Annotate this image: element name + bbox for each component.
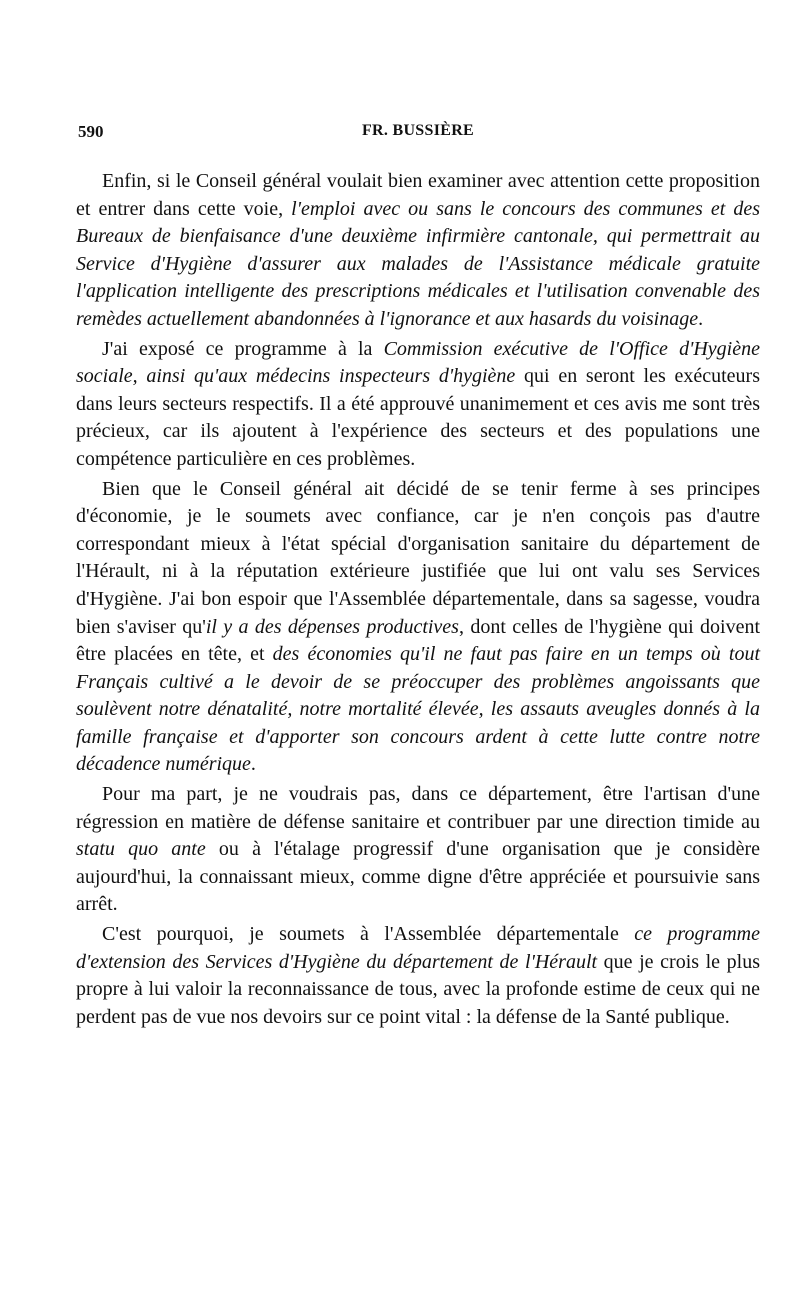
text-run: ou à l'étalage progressif d'une organisation que je considère aujourd'hui, la connaissant mieux, comme digne d'être appréciée et poursuivie sans arrêt.: [76, 838, 760, 916]
text-run: C'est pourquoi, je soumets à l'Assemblée départementale: [102, 923, 635, 946]
text-run: que je crois le plus propre à lui valoir la reconnaissance de tous, avec la profonde estime de ceux qui ne perdent pas de vue nos devoirs sur ce point vital : la défense de la Santé publique.: [76, 950, 760, 1028]
italic-text: l'emploi avec ou sans le concours des communes et des Bureaux de bienfaisance d'une deuxième infirmière cantonale, qui permettrait au Service d'Hygiène d'assurer aux malades de l'Assistance médicale gratuite l'application intelligente des prescriptions médicales et l'utilisation convenable des remèdes actuellement abandonnées à l'ignorance et aux hasards du voisinage: [76, 197, 760, 330]
text-run: .: [250, 753, 256, 776]
text-run: Pour ma part, je ne voudrais pas, dans ce département, être l'artisan d'une régression en matière de défense sanitaire et contribuer par une direction timide au: [76, 783, 760, 833]
body-text: [76, 168, 760, 1033]
page-header: [78, 122, 758, 146]
page-number: 590: [78, 122, 104, 141]
italic-text: il y a des dépenses productives: [205, 615, 459, 638]
paragraph: [76, 168, 760, 334]
running-head: FR. BUSSIÈRE: [361, 122, 475, 139]
text-run: , dont celles de l'hygiène qui doivent être placées en tête, et: [76, 615, 760, 666]
italic-text: des économies qu'il ne faut pas faire en un temps où tout Français cultivé a le devoir de se préoccuper des problèmes angoissants que soulèvent notre dénatalité, notre mortalité élevée, les assauts aveugles donnés à la famille française et d'apporter son concours ardent à cette lutte contre notre décadence numérique: [76, 643, 761, 776]
italic-text: statu quo ante: [76, 838, 206, 861]
text-run: qui en seront les exécuteurs dans leurs secteurs respectifs. Il a été approuvé unanimement et ces avis me sont très précieux, car ils ajoutent à l'expérience des secteurs et des populations une compétence particulière en ces problèmes.: [76, 365, 760, 470]
italic-text: ce programme d'extension des Services d'Hygiène du département de l'Hérault: [76, 923, 760, 973]
paragraph: [76, 781, 760, 919]
paragraph: [76, 921, 760, 1031]
text-run: Enfin, si le Conseil général voulait bien examiner avec attention cette proposition et entrer dans cette voie,: [76, 170, 760, 220]
text-run: .: [698, 307, 704, 330]
text-run: J'ai exposé ce programme à la: [102, 337, 384, 360]
text-run: Bien que le Conseil général ait décidé de se tenir ferme à ses principes d'économie, je le soumets avec confiance, car je n'en conçois pas d'autre correspondant mieux à l'état spécial d'organisation sanitaire du département de l'Hérault, ni à la réputation extérieure justifiée que lui ont valu ses Services d'Hygiène. J'ai bon espoir que l'Assemblée départementale, dans sa sagesse, voudra bien s'aviser qu': [76, 477, 760, 638]
italic-text: Commission exécutive de l'Office d'Hygiène sociale, ainsi qu'aux médecins inspecteurs d'hygiène: [76, 337, 760, 388]
paragraph: [76, 336, 760, 474]
paragraph: [76, 476, 760, 780]
